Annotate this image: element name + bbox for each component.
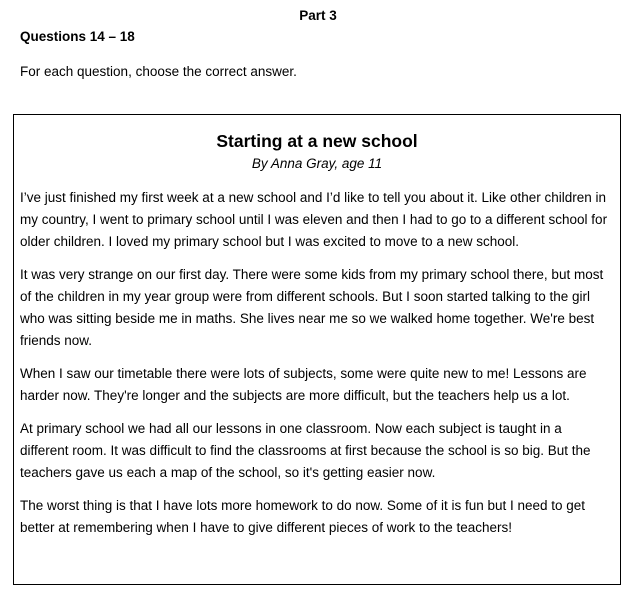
instruction-text: For each question, choose the correct answer. — [20, 64, 297, 79]
article-paragraph: It was very strange on our first day. There were some kids from my primary school there, but most of the children in my year group were from different schools. But I soon started talking to the girl who was sitting beside me in maths. She lives near me so we walked home together. We're best friends now. — [20, 267, 604, 348]
article-paragraph: The worst thing is that I have lots more homework to do now. Some of it is fun but I need to get better at remembering when I have to give different pieces of work to the teachers! — [20, 498, 586, 535]
article-byline: By Anna Gray, age 11 — [251, 156, 383, 171]
questions-label: Questions 14 – 18 — [20, 29, 135, 44]
article-body — [20, 187, 610, 550]
article-box — [13, 114, 621, 585]
part-title: Part 3 — [299, 8, 337, 23]
article-title: Starting at a new school — [216, 131, 418, 151]
article-paragraph: I’ve just finished my first week at a new school and I’d like to tell you about it. Like other children in my country, I went to primary school until I was eleven and then I had to go to a different school for older children. I loved my primary school but I was excited to move to a new school. — [20, 190, 608, 249]
article-paragraph: At primary school we had all our lessons in one classroom. Now each subject is taught in a different room. It was difficult to find the classrooms at first because the school is so big. But the teachers gave us each a map of the school, so it's getting easier now. — [20, 421, 591, 480]
article-paragraph: When I saw our timetable there were lots of subjects, some were quite new to me! Lessons are harder now. They're longer and the subjects are more difficult, but the teachers help us a lot. — [20, 366, 587, 403]
